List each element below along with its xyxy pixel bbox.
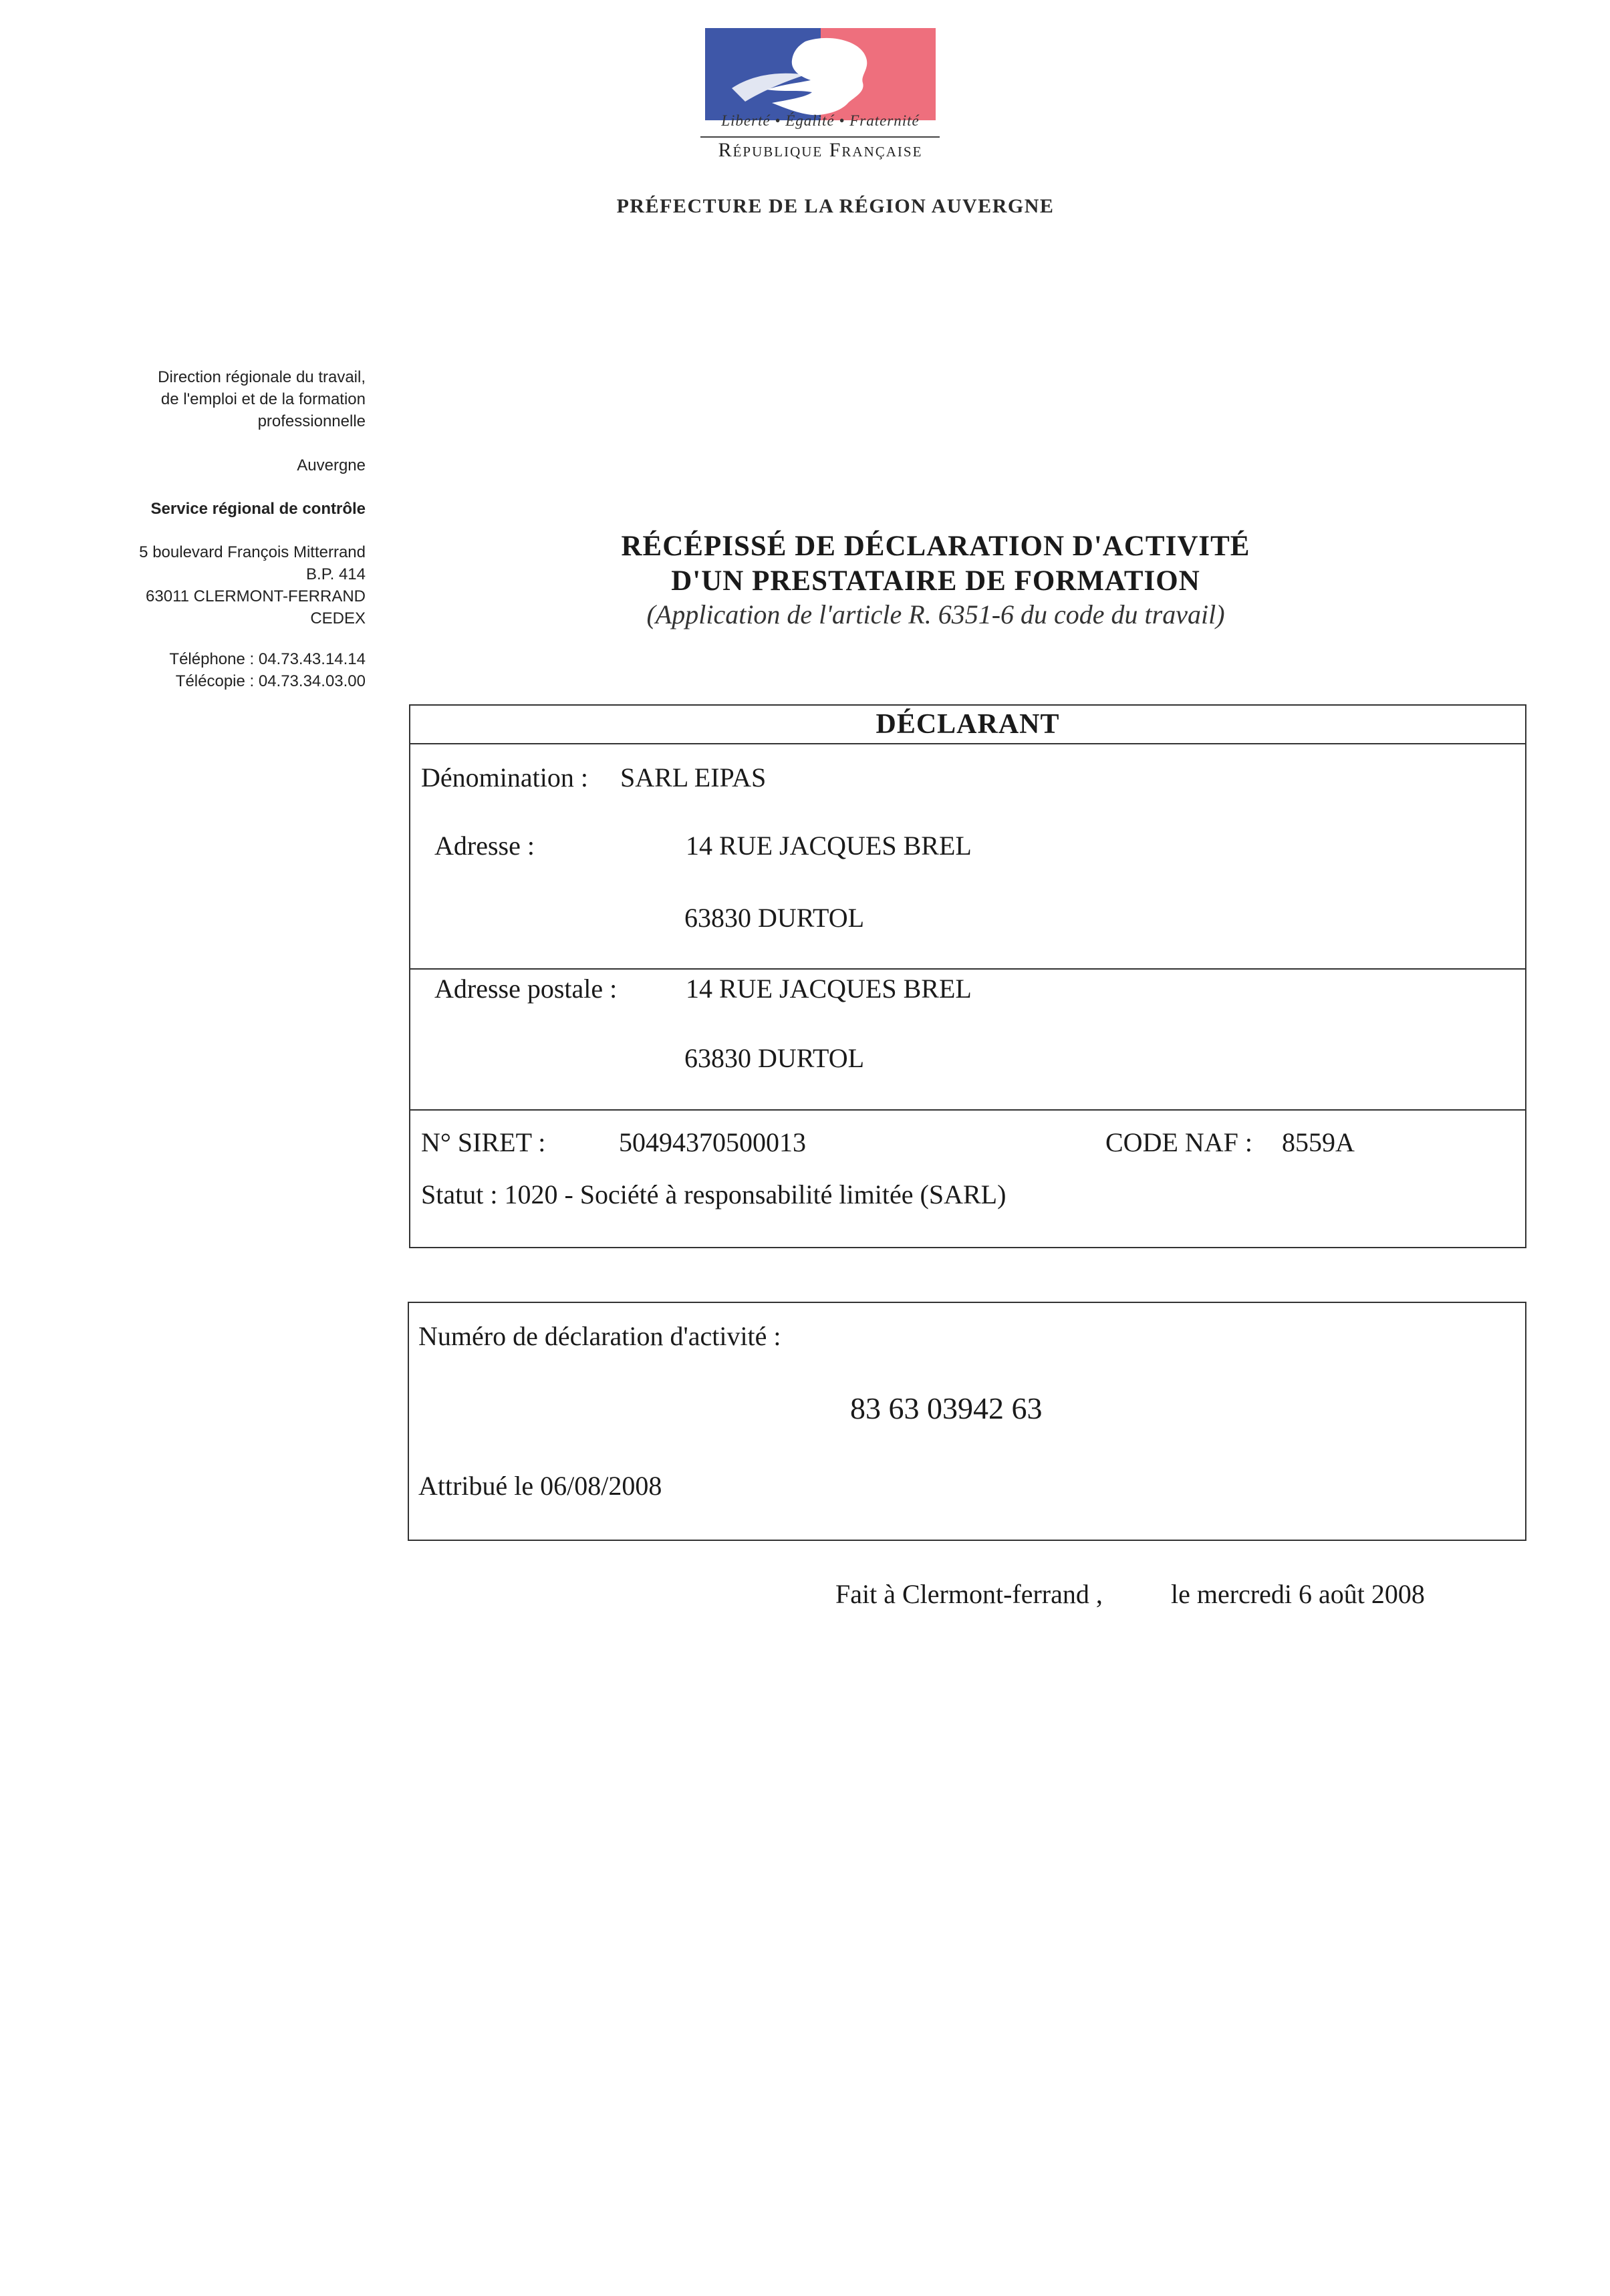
statut-value: Statut : 1020 - Société à responsabilité limitée (SARL) [421, 1179, 1007, 1209]
attribution-date: Attribué le 06/08/2008 [418, 1471, 662, 1501]
direction-line: professionnelle [257, 412, 366, 430]
address-line: B.P. 414 [306, 565, 366, 583]
document-subtitle: (Application de l'article R. 6351-6 du code du travail) [646, 599, 1225, 629]
divider [410, 1109, 1525, 1111]
sender-address [139, 541, 366, 629]
republic-motto: Liberté • Égalité • Fraternité [721, 112, 920, 129]
adresse-line-2: 63830 DURTOL [684, 903, 865, 933]
siret-label: N° SIRET : [421, 1127, 546, 1157]
fax-number: Télécopie : 04.73.34.03.00 [175, 672, 366, 690]
direction-line: Direction régionale du travail, [158, 368, 366, 386]
republic-name: République Française [718, 139, 923, 161]
declarant-box [409, 704, 1526, 1248]
divider [410, 743, 1525, 744]
title-line-2: D'UN PRESTATAIRE DE FORMATION [671, 565, 1200, 597]
declaration-box [408, 1302, 1526, 1541]
denomination-value: SARL EIPAS [620, 762, 767, 793]
marianne-profile-icon [705, 28, 936, 120]
adresse-line-1: 14 RUE JACQUES BREL [686, 831, 972, 861]
title-line-1: RÉCÉPISSÉ DE DÉCLARATION D'ACTIVITÉ [621, 531, 1250, 562]
signature-place: Fait à Clermont-ferrand , [835, 1579, 1103, 1609]
denomination-label: Dénomination : [421, 762, 588, 793]
marianne-logo [705, 28, 936, 120]
address-line: 5 boulevard François Mitterrand [139, 543, 366, 561]
declaration-number: 83 63 03942 63 [850, 1391, 1043, 1425]
naf-label: CODE NAF : [1105, 1127, 1253, 1157]
sender-contact [169, 648, 366, 692]
divider [410, 968, 1525, 970]
sender-service: Service régional de contrôle [150, 500, 366, 518]
sender-region: Auvergne [297, 456, 366, 474]
prefecture-name: PRÉFECTURE DE LA RÉGION AUVERGNE [616, 195, 1055, 217]
sender-direction [158, 366, 366, 432]
address-line: 63011 CLERMONT-FERRAND [146, 587, 366, 605]
address-line: CEDEX [310, 609, 366, 627]
header-rule [700, 136, 940, 138]
postale-line-2: 63830 DURTOL [684, 1043, 865, 1073]
direction-line: de l'emploi et de la formation [160, 390, 366, 408]
document-title [535, 529, 1337, 599]
postale-label: Adresse postale : [434, 974, 618, 1004]
siret-value: 50494370500013 [619, 1127, 806, 1157]
declaration-label: Numéro de déclaration d'activité : [418, 1321, 781, 1351]
signature-date: le mercredi 6 août 2008 [1171, 1579, 1425, 1609]
naf-value: 8559A [1282, 1127, 1355, 1157]
phone-number: Téléphone : 04.73.43.14.14 [169, 650, 366, 668]
declarant-header: DÉCLARANT [876, 709, 1060, 740]
postale-line-1: 14 RUE JACQUES BREL [686, 974, 972, 1004]
adresse-label: Adresse : [434, 831, 535, 861]
